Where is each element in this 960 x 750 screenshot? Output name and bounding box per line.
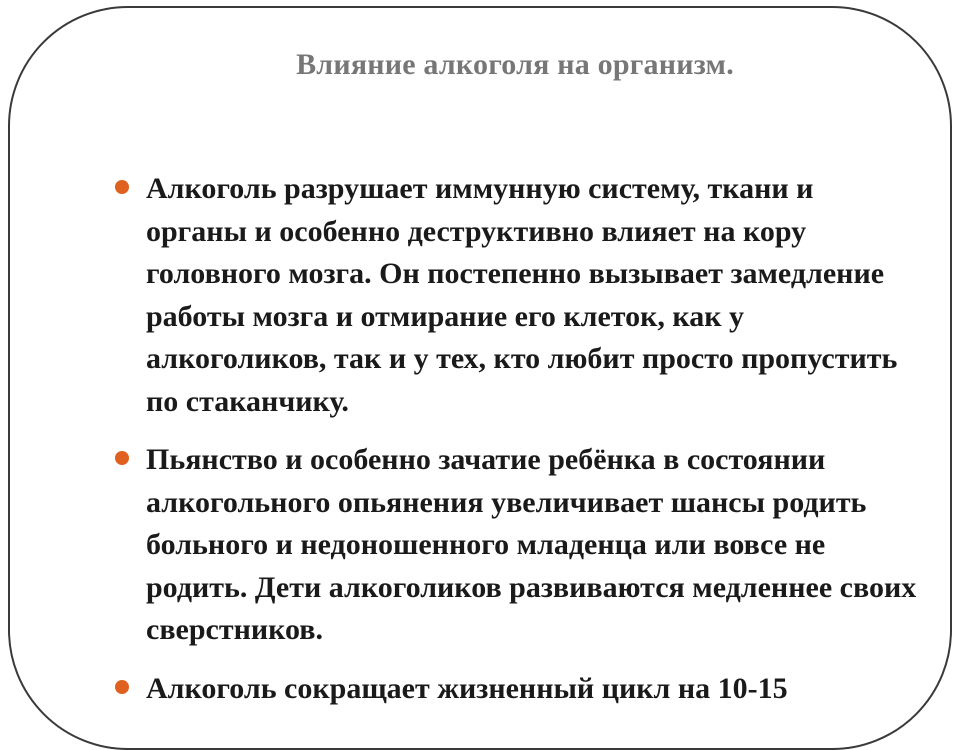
slide-frame — [8, 6, 952, 750]
bullet-list — [138, 168, 918, 726]
bullet-item — [138, 168, 918, 423]
bullet-item — [138, 439, 918, 652]
slide-title: Влияние алкоголя на организм. — [296, 48, 734, 81]
bullet-text: Пьянство и особенно зачатие ребёнка в состоянии алкогольного опьянения увеличивает шансы родить больного и недоношенного младенца или вовсе не родить. Дети алкоголиков развиваются медленнее своих сверстников. — [146, 443, 917, 646]
bullet-dot-icon — [115, 451, 129, 465]
bullet-dot-icon — [115, 680, 129, 694]
bullet-dot-icon — [115, 180, 129, 194]
bullet-text: Алкоголь сокращает жизненный цикл на 10-15 — [146, 671, 788, 705]
bullet-text: Алкоголь разрушает иммунную систему, ткани и органы и особенно деструктивно влияет на кору головного мозга. Он постепенно вызывает замедление работы мозга и отмирание его клеток, как у алкоголиков, так и у тех, кто любит просто пропустить по стаканчику. — [146, 172, 898, 418]
bullet-item — [138, 668, 918, 711]
